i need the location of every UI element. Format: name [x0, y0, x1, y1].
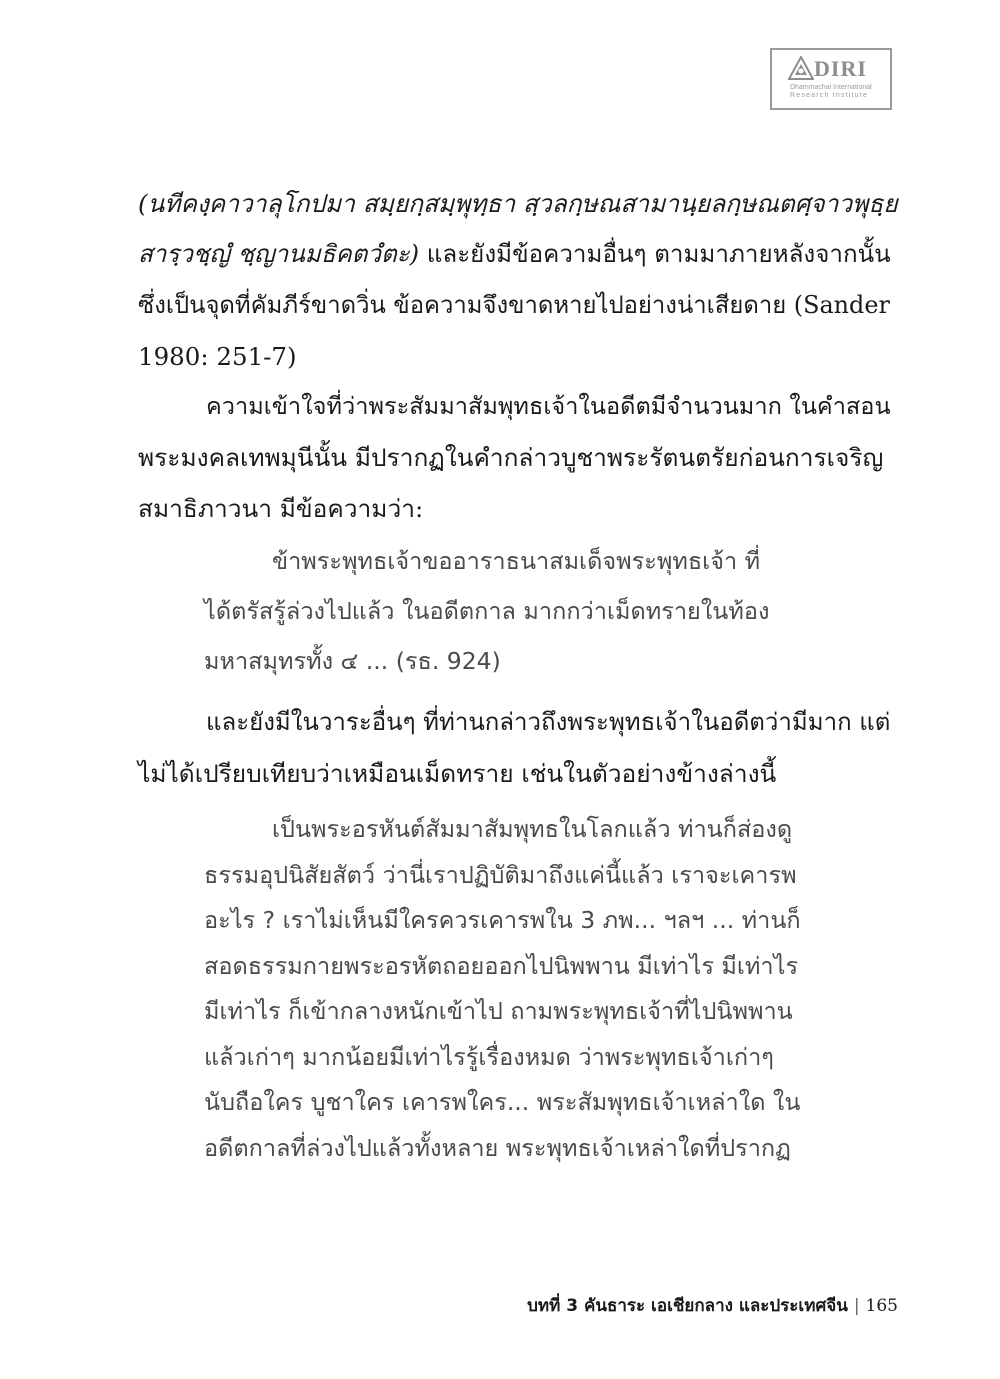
logo-title: DIRI	[814, 56, 867, 81]
quote-2-line-3: อะไร ? เราไม่เห็นมีใครควรเคารพใน 3 ภพ... ฯลฯ ... ท่านก็	[204, 906, 801, 934]
page-footer	[527, 1292, 898, 1319]
quote-2-line-1: เป็นพระอรหันต์สัมมาสัมพุทธในโลกแล้ว ท่านก็ส่องดู	[272, 815, 793, 843]
logo-subtitle-line-2: Research Institute	[790, 92, 869, 99]
paragraph-2-line-1: ความเข้าใจที่ว่าพระสัมมาสัมพุทธเจ้าในอดีตมีจำนวนมาก ในคำสอน	[206, 392, 891, 420]
block-quote-2	[204, 807, 834, 1171]
quote-1-line-1: ข้าพระพุทธเจ้าขออาราธนาสมเด็จพระพุทธเจ้า ที่	[272, 547, 761, 575]
chapter-title: บทที่ 3 คันธาระ เอเชียกลาง และประเทศจีน	[527, 1296, 848, 1316]
paragraph-1	[138, 178, 898, 382]
paragraph-3-line-2: ไม่ได้เปรียบเทียบว่าเหมือนเม็ดทราย เช่นในตัวอย่างข้างล่างนี้	[138, 759, 777, 788]
block-quote-1	[204, 536, 834, 686]
paragraph-3	[138, 697, 898, 799]
quote-2-line-8: อดีตกาลที่ล่วงไปแล้วทั้งหลาย พระพุทธเจ้าเหล่าใดที่ปรากฏ	[204, 1133, 791, 1162]
triangle-emblem-icon	[788, 56, 814, 80]
paragraph-2-line-3: สมาธิภาวนา มีข้อความว่า:	[138, 494, 424, 523]
quote-2-line-6: แล้วเก่าๆ มากน้อยมีเท่าไรรู้เรื่องหมด ว่าพระพุทธเจ้าเก่าๆ	[204, 1042, 774, 1071]
logo-subtitle-line-1: Dhammachai International	[790, 84, 872, 91]
quote-2-line-7: นับถือใคร บูชาใคร เคารพใคร... พระสัมพุทธเจ้าเหล่าใด ใน	[204, 1088, 801, 1116]
quote-2-line-5: มีเท่าไร ก็เข้ากลางหนักเข้าไป ถามพระพุทธเจ้าที่ไปนิพพาน	[204, 997, 793, 1025]
quote-1-line-2: ได้ตรัสรู้ล่วงไปแล้ว ในอดีตกาล มากกว่าเม็ดทรายในท้อง	[204, 597, 770, 625]
logo-subtitle	[790, 84, 886, 100]
paragraph-1-line-1: (นทีคงฺคาวาลุโกปมา สมฺยกฺสมฺพุทฺธา สฺวลกฺษณสามานฺยลกฺษณตศฺจาวพุธฺย	[138, 189, 898, 218]
page-number: 165	[865, 1296, 898, 1316]
diri-logo	[770, 48, 892, 110]
quote-2-line-2: ธรรมอุปนิสัยสัตว์ ว่านี่เราปฏิบัติมาถึงแค่นี้แล้ว เราจะเคารพ	[204, 860, 797, 889]
paragraph-1-line-2-rest: และยังมีข้อความอื่นๆ ตามมาภายหลังจากนั้น	[419, 240, 891, 268]
paragraph-1-line-3: ซึ่งเป็นจุดที่คัมภีร์ขาดวิ่น ข้อความจึงขาดหายไปอย่างน่าเสียดาย (Sander	[138, 291, 890, 319]
paragraph-3-line-1: และยังมีในวาระอื่นๆ ที่ท่านกล่าวถึงพระพุทธเจ้าในอดีตว่ามีมาก แต่	[206, 708, 891, 736]
quote-1-line-3: มหาสมุทรทั้ง ๔ ... (รธ. 924)	[204, 647, 501, 675]
quote-2-line-4: สอดธรรมกายพระอรหัตถอยออกไปนิพพาน มีเท่าไร มีเท่าไร	[204, 951, 799, 980]
paragraph-1-line-2	[138, 229, 898, 280]
paragraph-2-line-2: พระมงคลเทพมุนีนั้น มีปรากฏในคำกล่าวบูชาพระรัตนตรัยก่อนการเจริญ	[138, 443, 884, 472]
paragraph-1-line-4: 1980: 251-7)	[138, 342, 297, 371]
paragraph-1-line-2-italic: สารฺวชฺญํ ชฺญานมธิคตวํตะ)	[138, 240, 420, 268]
footer-separator: |	[853, 1296, 860, 1316]
paragraph-2	[138, 381, 898, 534]
